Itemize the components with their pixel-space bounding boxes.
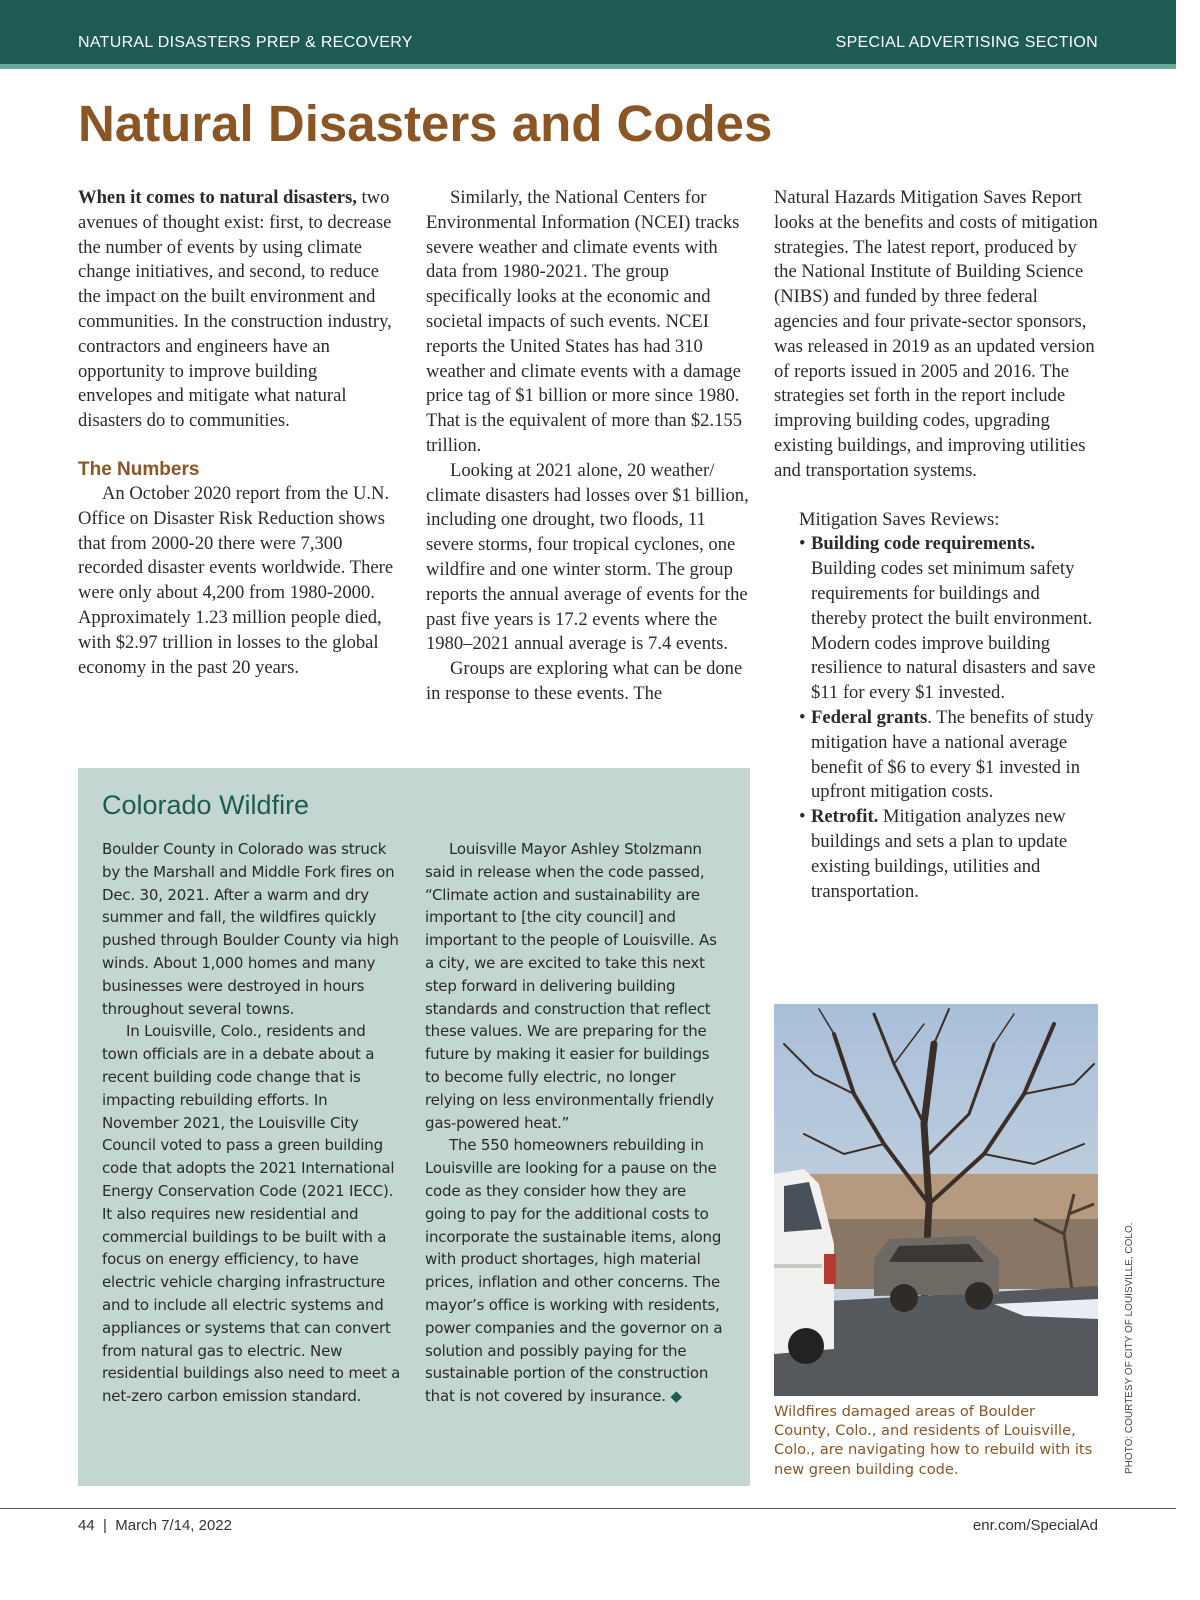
numbers-paragraph: An October 2020 report from the U.N. Office on Disaster Risk Reduction shows that from 2000-20 there were 7,300 recorded disaster events worldwide. There were only about 4,200 from 1980-2000. Approximately 1.23 million people died, with $2.97 trillion in losses to the global economy in the past 20 years. [78,482,394,678]
section-header-bar [0,0,1176,64]
sidebar-paragraph-3: Louisville Mayor Ashley Stolzmann said in release when the code passed, “Climate action and sustainability are important to [the city council] and important to the people of Louisville. As a city, we are excited to take this next step forward in delivering building standards and construction that reflect these values. We are preparing for the future by making it easier for buildings to become fully electric, no longer relying on less environmentally friendly gas-powered heat.” [425,840,717,1132]
ncei-paragraph: Similarly, the National Centers for Environmental Information (NCEI) tracks severe weather and climate events with data from 1980-2021. The group specifically looks at the economic and societal impacts of such events. NCEI reports the United States has had 310 weather and climate events with a damage price tag of $1 billion or more since 1980. That is the equivalent of more than $2.155 trillion. [426,187,743,456]
list-item [799,706,1100,805]
colorado-wildfire-sidebar [78,768,750,1486]
groups-paragraph: Groups are exploring what can be done in response to these events. The [426,658,743,704]
photo-caption: Wildfires damaged areas of Boulder County, Colo., and residents of Louisville, Colo., are navigating how to rebuild with its new green building code. [774,1403,1093,1478]
end-diamond-icon: ◆ [670,1387,682,1406]
wildfire-photo-illustration [774,1004,1098,1396]
bullet-text: . The benefits of study mitigation have a national average benefit of $6 to every $1 invested in upfront mitigation costs. [811,706,1094,803]
article-headline: Natural Disasters and Codes [78,95,773,152]
section-title: NATURAL DISASTERS PREP & RECOVERY [78,34,413,51]
footer-rule [0,1508,1176,1509]
article-column-1 [78,186,396,680]
numbers-subheading: The Numbers [78,458,200,480]
sidebar-paragraph-1: Boulder County in Colorado was struck by the Marshall and Middle Fork fires on Dec. 30, 2021. After a warm and dry summer and fall, the wildfires quickly pushed through Boulder County via high winds. About 1,000 homes and many businesses were destroyed in hours throughout several towns. [102,840,399,1018]
sidebar-column-2 [425,838,728,1408]
bullet-term: Retrofit. [811,806,879,828]
list-item [799,532,1100,706]
page-number-date: 44 | March 7/14, 2022 [78,1517,232,1534]
year-2021-paragraph: Looking at 2021 alone, 20 weather/ climate disasters had losses over $1 billion, including one drought, two floods, 11 severe storms, four tropical cyclones, one wildfire and one winter storm. The group reports the annual average of events for the past five years is 17.2 events where the 1980–2021 annual average is 7.4 events. [426,459,749,655]
article-column-3 [774,186,1100,904]
sidebar-paragraph-4-text: The 550 homeowners rebuilding in Louisville are looking for a pause on the code as they consider how they are going to pay for the additional costs to incorporate the sustainable items, along with product shortages, high material prices, inflation and other concerns. The mayor’s office is working with residents, power companies and the governor on a solution and possibly paying for the sustainable portion of the construction that is not covered by insurance. [425,1136,723,1406]
bullet-text: Building codes set minimum safety requirements for buildings and thereby protect the built environment. Modern codes improve building resilience to natural disasters and save $11 for every $1 invested. [811,558,1096,704]
footer-url: enr.com/SpecialAd [972,1517,1098,1534]
wildfire-photo [774,1004,1098,1396]
mitigation-intro: Mitigation Saves Reviews: [799,508,1000,530]
article-column-2 [426,186,751,707]
mitigation-list [799,532,1100,904]
bullet-term: Building code requirements. [811,533,1036,555]
intro-text: two avenues of thought exist: first, to decrease the number of events by using climate change initiatives, and second, to reduce the impact on the built environment and communities. In the construction industry, contractors and engineers have an opportunity to improve building envelopes and mitigate what natural disasters do to communities. [78,187,392,432]
header-accent-rule [0,64,1176,69]
nibs-paragraph: Natural Hazards Mitigation Saves Report looks at the benefits and costs of mitigation strategies. The latest report, produced by the National Institute of Building Science (NIBS) and funded by three federal agencies and four private-sector sponsors, was released in 2019 as an updated version of reports issued in 2005 and 2016. The strategies set forth in the report include improving building codes, upgrading existing buildings, and improving utilities and transportation systems. [774,187,1098,481]
photo-credit: PHOTO: COURTESY OF CITY OF LOUISVILLE, COLO. [1124,1222,1135,1474]
intro-paragraph [78,186,396,434]
bullet-icon: • [799,533,806,555]
bullet-text: Mitigation analyzes new buildings and sets a plan to update existing buildings, utilities and transportation. [811,806,1068,902]
mitigation-list-block [774,508,1100,905]
intro-lead: When it comes to natural disasters, [78,187,357,208]
list-item [799,805,1100,904]
bullet-term: Federal grants [811,706,928,728]
bullet-icon: • [799,706,806,728]
sidebar-paragraph-2: In Louisville, Colo., residents and town officials are in a debate about a recent building code change that is impacting rebuilding efforts. In November 2021, the Louisville City Council voted to pass a green building code that adopts the 2021 International Energy Conservation Code (2021 IECC). It also requires new residential and commercial buildings to be built with a focus on energy efficiency, to have electric vehicle charging infrastructure and to include all electric systems and appliances or systems that can convert from natural gas to electric. New residential buildings also need to meet a net-zero carbon emission standard. [102,1022,401,1406]
bullet-icon: • [799,806,806,828]
sidebar-paragraph-4 [425,1134,728,1408]
sidebar-title: Colorado Wildfire [102,790,310,820]
section-label: SPECIAL ADVERTISING SECTION [835,34,1098,51]
sidebar-column-1 [102,838,402,1408]
